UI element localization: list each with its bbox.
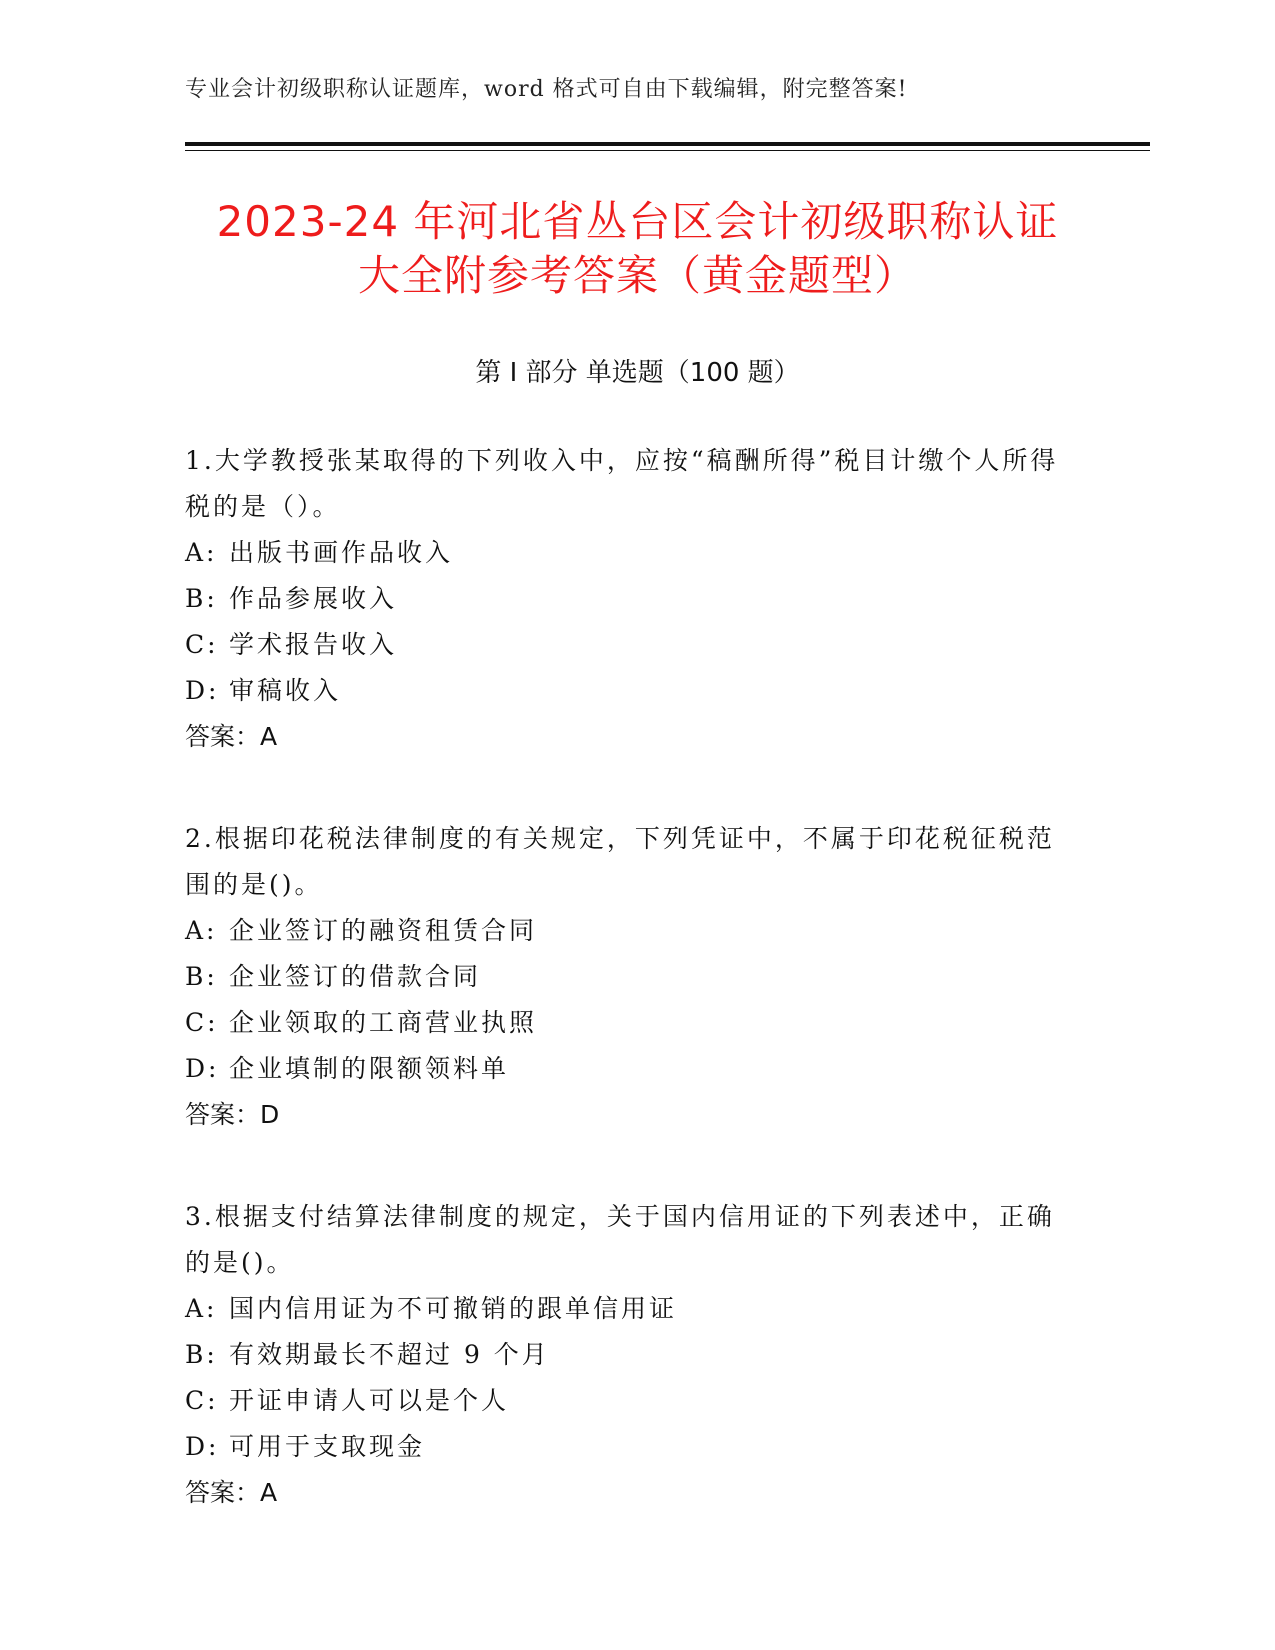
- option-text: 企业填制的限额领料单: [229, 1054, 510, 1083]
- option-a: [185, 1286, 1065, 1332]
- option-text: 作品参展收入: [229, 584, 398, 613]
- option-c: [185, 1000, 1065, 1046]
- option-key: C:: [185, 630, 219, 659]
- question-list: [185, 438, 1065, 1572]
- option-d: [185, 1046, 1065, 1092]
- option-key: B:: [185, 584, 218, 613]
- header-divider-thick: [185, 142, 1150, 146]
- option-c: [185, 1378, 1065, 1424]
- option-b: [185, 576, 1065, 622]
- option-text: 出版书画作品收入: [229, 538, 454, 567]
- option-text: 国内信用证为不可撤销的跟单信用证: [229, 1294, 678, 1323]
- option-b: [185, 954, 1065, 1000]
- question-stem: 1.大学教授张某取得的下列收入中，应按“稿酬所得”税目计缴个人所得税的是（）。: [185, 446, 1059, 521]
- option-text: 有效期最长不超过 9 个月: [229, 1340, 550, 1369]
- answer-line: 答案：A: [185, 722, 278, 751]
- option-text: 企业领取的工商营业执照: [229, 1008, 538, 1037]
- question-item: [185, 1194, 1065, 1516]
- answer-line: 答案：D: [185, 1100, 280, 1129]
- option-text: 学术报告收入: [229, 630, 398, 659]
- option-key: C:: [185, 1008, 219, 1037]
- option-key: C:: [185, 1386, 219, 1415]
- question-stem: 2.根据印花税法律制度的有关规定，下列凭证中，不属于印花税征税范围的是()。: [185, 824, 1055, 899]
- option-key: D:: [185, 676, 220, 705]
- document-title: [150, 195, 1125, 303]
- option-text: 可用于支取现金: [229, 1432, 426, 1461]
- question-item: [185, 816, 1065, 1138]
- header-note: 专业会计初级职称认证题库，word 格式可自由下载编辑，附完整答案!: [185, 77, 908, 102]
- option-key: D:: [185, 1432, 220, 1461]
- document-title-line-1: 2023-24 年河北省丛台区会计初级职称认证: [216, 197, 1059, 246]
- option-text: 审稿收入: [229, 676, 342, 705]
- header-divider-thin: [185, 150, 1150, 151]
- option-d: [185, 1424, 1065, 1470]
- option-key: B:: [185, 1340, 218, 1369]
- option-key: D:: [185, 1054, 220, 1083]
- document-title-line-2: 大全附参考答案（黄金题型）: [357, 251, 917, 300]
- question-item: [185, 438, 1065, 760]
- option-key: A:: [185, 1294, 218, 1323]
- option-a: [185, 530, 1065, 576]
- option-key: B:: [185, 962, 218, 991]
- answer-line: 答案：A: [185, 1478, 278, 1507]
- option-key: A:: [185, 538, 218, 567]
- option-text: 企业签订的融资租赁合同: [229, 916, 538, 945]
- question-stem: 3.根据支付结算法律制度的规定，关于国内信用证的下列表述中，正确的是()。: [185, 1202, 1055, 1277]
- section-heading: 第 I 部分 单选题（100 题）: [475, 358, 800, 388]
- option-c: [185, 622, 1065, 668]
- option-key: A:: [185, 916, 218, 945]
- option-text: 开证申请人可以是个人: [229, 1386, 510, 1415]
- option-b: [185, 1332, 1065, 1378]
- option-text: 企业签订的借款合同: [229, 962, 482, 991]
- option-a: [185, 908, 1065, 954]
- option-d: [185, 668, 1065, 714]
